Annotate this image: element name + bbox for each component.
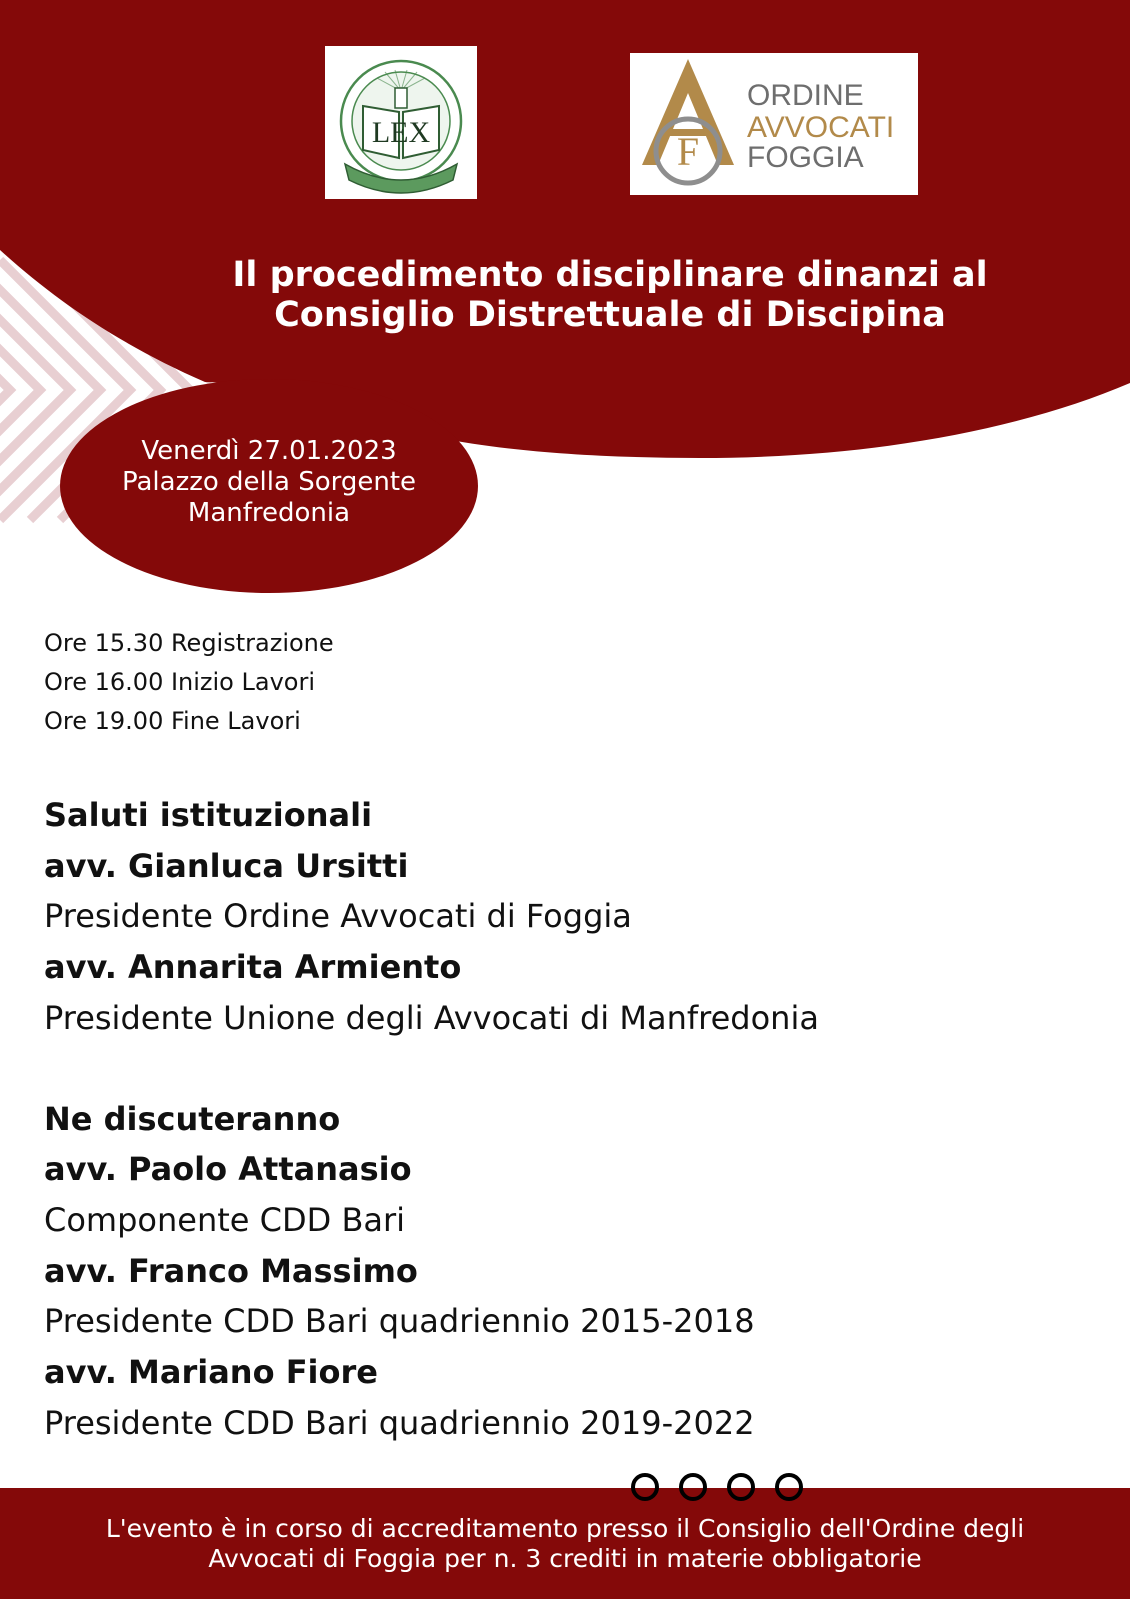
- page-title: [160, 255, 1060, 335]
- ordine-logo-icon: [630, 53, 918, 195]
- title-line-1: Il procedimento disciplinare dinanzi al: [232, 255, 988, 295]
- lex-logo: [325, 46, 477, 199]
- speaker-name: avv. Annarita Armiento: [44, 948, 462, 987]
- circle-dot-icon: [679, 1473, 707, 1501]
- circle-dot-icon: [631, 1473, 659, 1501]
- header-wave: [0, 0, 1130, 458]
- event-city: Manfredonia: [187, 498, 351, 528]
- program-section: [44, 790, 819, 1448]
- speakers-heading: Ne discuteranno: [44, 1099, 341, 1138]
- footer-note: [0, 1514, 1130, 1574]
- ordine-avvocati-foggia-logo: [630, 53, 918, 195]
- speaker-role: Presidente Ordine Avvocati di Foggia: [44, 897, 632, 936]
- speaker-name: avv. Franco Massimo: [44, 1251, 418, 1290]
- speaker-role: Componente CDD Bari: [44, 1200, 406, 1239]
- section-gap: [44, 1044, 819, 1094]
- speaker-role: Presidente Unione degli Avvocati di Manfredonia: [44, 998, 819, 1037]
- title-line-2: Consiglio Distrettuale di Discipina: [274, 295, 946, 335]
- event-info: [70, 436, 468, 529]
- svg-text:LEX: LEX: [371, 116, 431, 149]
- event-venue: Palazzo della Sorgente: [121, 467, 417, 497]
- svg-text:FOGGIA: FOGGIA: [747, 141, 864, 174]
- speaker-name: avv. Gianluca Ursitti: [44, 846, 409, 885]
- circle-dot-icon: [775, 1473, 803, 1501]
- schedule-item: Ore 16.00 Inizio Lavori: [44, 668, 315, 696]
- footer-line-2: Avvocati di Foggia per n. 3 crediti in materie obbligatorie: [208, 1544, 922, 1573]
- svg-text:F: F: [676, 129, 700, 174]
- schedule: [44, 624, 334, 741]
- speaker-name: avv. Mariano Fiore: [44, 1353, 378, 1392]
- event-date: Venerdì 27.01.2023: [141, 436, 397, 466]
- svg-text:ORDINE: ORDINE: [747, 79, 864, 112]
- footer-line-1: L'evento è in corso di accreditamento presso il Consiglio dell'Ordine degli: [105, 1514, 1025, 1543]
- svg-text:AVVOCATI: AVVOCATI: [747, 111, 895, 144]
- schedule-item: Ore 19.00 Fine Lavori: [44, 707, 301, 735]
- speaker-role: Presidente CDD Bari quadriennio 2019-2022: [44, 1403, 755, 1442]
- circle-dot-icon: [727, 1473, 755, 1501]
- lex-logo-icon: [325, 46, 477, 199]
- speaker-role: Presidente CDD Bari quadriennio 2015-2018: [44, 1302, 755, 1341]
- greetings-heading: Saluti istituzionali: [44, 796, 373, 834]
- speaker-name: avv. Paolo Attanasio: [44, 1150, 412, 1189]
- schedule-item: Ore 15.30 Registrazione: [44, 629, 334, 657]
